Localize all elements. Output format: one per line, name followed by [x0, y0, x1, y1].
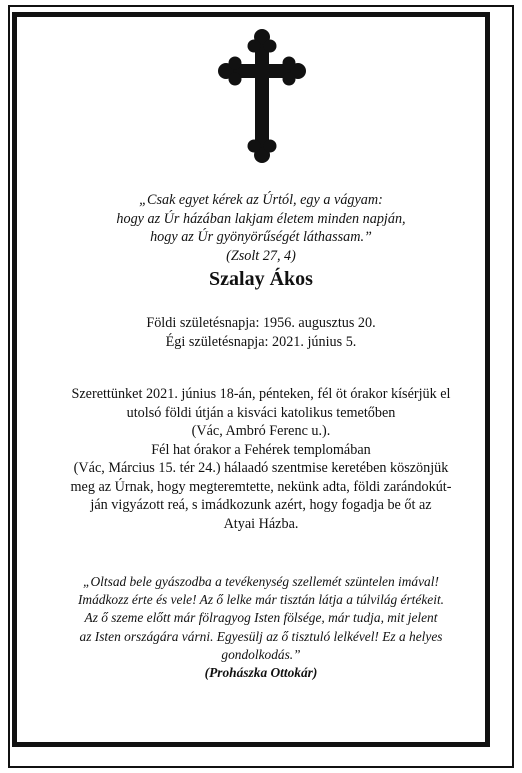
deceased-name: Szalay Ákos — [209, 268, 313, 290]
announcement-line: (Vác, Március 15. tér 24.) hálaadó szentmise keretében köszönjük — [73, 460, 449, 476]
quote-line: „Oltsad bele gyászodba a tevékenység szellemét szüntelen imával! — [83, 574, 439, 589]
quote-line: Imádkozz érte és vele! Az ő lelke már tisztán látja a túlvilág értékeit. — [77, 592, 445, 608]
quote-line: hogy az Úr házában lakjam életem minden napján, — [116, 210, 406, 227]
cross-icon — [217, 28, 307, 164]
quote-attribution: (Prohászka Ottokár) — [204, 665, 318, 681]
quote-line: Az ő szeme előtt már fölragyog Isten fölsége, már tudja, mit jelent — [84, 610, 438, 626]
birth-date: Földi születésnapja: 1956. augusztus 20. — [146, 315, 376, 331]
death-date: Égi születésnapja: 2021. június 5. — [165, 333, 357, 350]
quote-reference: (Zsolt 27, 4) — [226, 247, 296, 264]
announcement-line: utolsó földi útján a kisváci katolikus temetőben — [126, 404, 396, 421]
quote-line: az Isten országára várni. Egyesülj az ő tisztuló lelkével! Ez a helyes — [79, 628, 443, 644]
announcement-line: (Vác, Ambró Ferenc u.). — [191, 423, 331, 439]
life-dates — [26, 314, 496, 351]
quote-line: „Csak egyet kérek az Úrtól, egy a vágyam: — [139, 192, 383, 208]
opening-bible-quote — [26, 191, 496, 265]
announcement-line: Fél hat órakor a Fehérek templomában — [151, 441, 371, 458]
announcement-line: meg az Úrnak, hogy megteremtette, nekünk adta, földi zarándokút- — [70, 478, 452, 495]
closing-quote — [26, 573, 496, 682]
announcement-line: ján vigyázott reá, s imádkozunk azért, hogy fogadja be őt az — [90, 497, 432, 513]
announcement-line: Szerettünket 2021. június 18-án, pénteken, fél öt órakor kísérjük el — [71, 386, 451, 402]
quote-line: gondolkodás.” — [221, 646, 301, 662]
funeral-announcement — [26, 385, 496, 533]
quote-line: hogy az Úr gyönyörűségét láthassam.” — [150, 229, 372, 245]
announcement-line: Atyai Házba. — [223, 515, 299, 532]
